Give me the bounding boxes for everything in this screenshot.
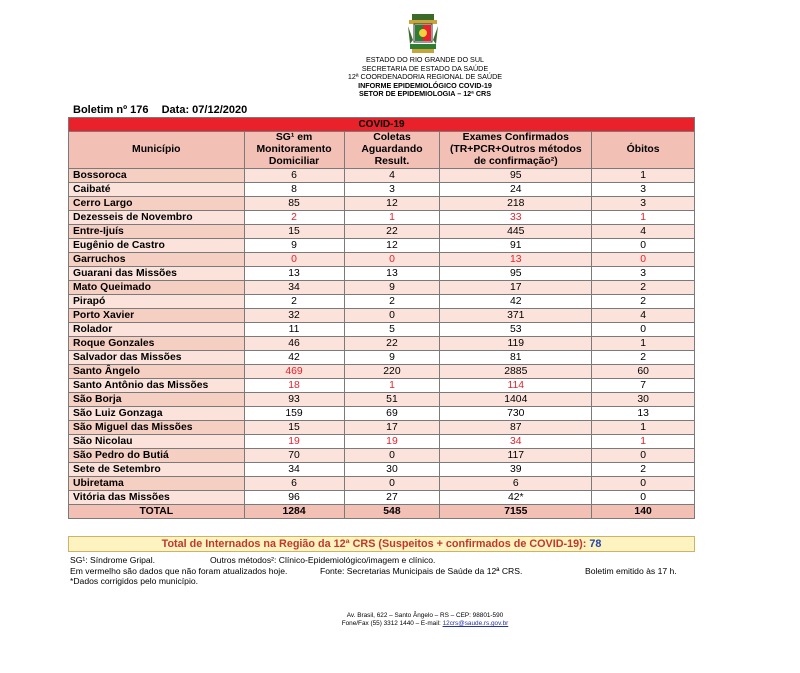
note-sg: SG¹: Síndrome Gripal.	[70, 555, 156, 565]
header-secretariat: SECRETARIA DE ESTADO DA SAÚDE	[361, 63, 489, 73]
cell-municipio: São Nicolau	[69, 435, 245, 449]
header-state: ESTADO DO RIO GRANDE DO SUL	[365, 55, 485, 64]
cell-exames: 6	[440, 477, 592, 491]
cell-exames: 53	[440, 323, 592, 337]
cell-obitos: 0	[592, 491, 695, 505]
cell-obitos: 0	[592, 239, 695, 253]
cell-municipio: Eugênio de Castro	[69, 239, 245, 253]
cell-exames: 33	[440, 211, 592, 225]
page-footer	[250, 612, 600, 628]
cell-sg: 11	[244, 323, 344, 337]
cell-municipio: Pirapó	[69, 295, 245, 309]
total-row	[69, 505, 695, 519]
cell-obitos: 4	[592, 309, 695, 323]
cell-exames: 218	[440, 197, 592, 211]
cell-sg: 46	[244, 337, 344, 351]
cell-coletas: 12	[344, 197, 440, 211]
note-outros: Outros métodos²: Clínico-Epidemiológico/imagem e clínico.	[210, 555, 436, 565]
cell-sg: 18	[244, 379, 344, 393]
cell-exames: 42*	[440, 491, 592, 505]
cell-sg: 6	[244, 169, 344, 183]
header-exames: Exames Confirmados (TR+PCR+Outros métodos de confirmação²)	[440, 132, 592, 169]
table-row	[69, 449, 695, 463]
cell-exames: 95	[440, 267, 592, 281]
internados-text: Total de Internados na Região da 12ª CRS (Suspeitos + confirmados de COVID-19):	[161, 538, 590, 550]
cell-municipio: São Luiz Gonzaga	[69, 407, 245, 421]
cell-municipio: São Borja	[69, 393, 245, 407]
table-row	[69, 337, 695, 351]
cell-municipio: Porto Xavier	[69, 309, 245, 323]
table-row	[69, 253, 695, 267]
table-row	[69, 463, 695, 477]
cell-exames: 119	[440, 337, 592, 351]
cell-obitos: 13	[592, 407, 695, 421]
cell-sg: 34	[244, 463, 344, 477]
total-coletas: 548	[344, 505, 440, 519]
table-row	[69, 267, 695, 281]
cell-sg: 85	[244, 197, 344, 211]
table-row	[69, 197, 695, 211]
cell-exames: 13	[440, 253, 592, 267]
table-row	[69, 379, 695, 393]
cell-municipio: Salvador das Missões	[69, 351, 245, 365]
cell-exames: 445	[440, 225, 592, 239]
cell-sg: 13	[244, 267, 344, 281]
cell-exames: 17	[440, 281, 592, 295]
cell-sg: 93	[244, 393, 344, 407]
cell-obitos: 0	[592, 449, 695, 463]
table-row	[69, 169, 695, 183]
cell-obitos: 2	[592, 463, 695, 477]
total-obitos: 140	[592, 505, 695, 519]
cell-municipio: Dezesseis de Novembro	[69, 211, 245, 225]
cell-municipio: Garruchos	[69, 253, 245, 267]
cell-municipio: Cerro Largo	[69, 197, 245, 211]
header-report: INFORME EPIDEMIOLÓGICO COVID-19	[358, 80, 492, 90]
cell-coletas: 2	[344, 295, 440, 309]
cell-municipio: Ubiretama	[69, 477, 245, 491]
header-obitos: Óbitos	[592, 132, 695, 169]
cell-sg: 96	[244, 491, 344, 505]
cell-coletas: 69	[344, 407, 440, 421]
bulletin-number: Boletim nº 176	[73, 104, 149, 116]
cell-obitos: 3	[592, 267, 695, 281]
internados-banner	[68, 536, 695, 552]
cell-exames: 34	[440, 435, 592, 449]
cell-obitos: 30	[592, 393, 695, 407]
table-row	[69, 183, 695, 197]
cell-municipio: Vitória das Missões	[69, 491, 245, 505]
total-exames: 7155	[440, 505, 592, 519]
table-title: COVID-19	[69, 118, 695, 132]
note-corrigidos: *Dados corrigidos pelo município.	[70, 576, 199, 587]
cell-municipio: Mato Queimado	[69, 281, 245, 295]
cell-municipio: Roque Gonzales	[69, 337, 245, 351]
cell-coletas: 51	[344, 393, 440, 407]
cell-coletas: 9	[344, 281, 440, 295]
header-sector: SETOR DE EPIDEMIOLOGIA – 12ª CRS	[358, 89, 492, 99]
table-row	[69, 407, 695, 421]
cell-sg: 469	[244, 365, 344, 379]
total-label: TOTAL	[69, 505, 245, 519]
table-row	[69, 309, 695, 323]
footer-email-link[interactable]: 12crs@saude.rs.gov.br	[442, 620, 509, 627]
table-row	[69, 323, 695, 337]
cell-sg: 0	[244, 253, 344, 267]
cell-municipio: Santo Ângelo	[69, 365, 245, 379]
footnotes	[70, 555, 710, 587]
table-row	[69, 393, 695, 407]
cell-exames: 117	[440, 449, 592, 463]
cell-coletas: 0	[344, 253, 440, 267]
cell-obitos: 2	[592, 281, 695, 295]
cell-exames: 114	[440, 379, 592, 393]
cell-sg: 15	[244, 225, 344, 239]
cell-obitos: 0	[592, 253, 695, 267]
cell-coletas: 22	[344, 337, 440, 351]
cell-obitos: 7	[592, 379, 695, 393]
cell-exames: 2885	[440, 365, 592, 379]
cell-coletas: 0	[344, 309, 440, 323]
cell-sg: 159	[244, 407, 344, 421]
cell-coletas: 5	[344, 323, 440, 337]
cell-obitos: 1	[592, 337, 695, 351]
cell-obitos: 2	[592, 295, 695, 309]
cell-exames: 42	[440, 295, 592, 309]
table-row	[69, 435, 695, 449]
cell-exames: 87	[440, 421, 592, 435]
cell-sg: 15	[244, 421, 344, 435]
cell-exames: 95	[440, 169, 592, 183]
total-sg: 1284	[244, 505, 344, 519]
cell-municipio: Santo Antônio das Missões	[69, 379, 245, 393]
cell-coletas: 1	[344, 379, 440, 393]
cell-coletas: 1	[344, 211, 440, 225]
cell-exames: 730	[440, 407, 592, 421]
cell-exames: 371	[440, 309, 592, 323]
cell-sg: 2	[244, 211, 344, 225]
cell-coletas: 27	[344, 491, 440, 505]
cell-obitos: 4	[592, 225, 695, 239]
cell-sg: 8	[244, 183, 344, 197]
cell-municipio: Caibaté	[69, 183, 245, 197]
cell-sg: 9	[244, 239, 344, 253]
footer-phone: Fone/Fax (55) 3312 1440 – E-mail:	[341, 620, 443, 627]
cell-municipio: São Pedro do Butiá	[69, 449, 245, 463]
cell-coletas: 30	[344, 463, 440, 477]
table-row	[69, 421, 695, 435]
cell-coletas: 0	[344, 449, 440, 463]
table-row	[69, 281, 695, 295]
cell-coletas: 0	[344, 477, 440, 491]
cell-obitos: 3	[592, 183, 695, 197]
cell-coletas: 4	[344, 169, 440, 183]
cell-sg: 42	[244, 351, 344, 365]
cell-sg: 6	[244, 477, 344, 491]
cell-coletas: 13	[344, 267, 440, 281]
cell-obitos: 1	[592, 435, 695, 449]
cell-sg: 32	[244, 309, 344, 323]
cell-sg: 70	[244, 449, 344, 463]
cell-exames: 39	[440, 463, 592, 477]
cell-obitos: 3	[592, 197, 695, 211]
note-emitido: Boletim emitido às 17 h.	[585, 565, 677, 576]
cell-exames: 1404	[440, 393, 592, 407]
cell-municipio: Entre-Ijuís	[69, 225, 245, 239]
cell-municipio: Sete de Setembro	[69, 463, 245, 477]
table-row	[69, 351, 695, 365]
table-row	[69, 211, 695, 225]
table-row	[69, 477, 695, 491]
bulletin-date: Data: 07/12/2020	[161, 104, 248, 116]
cell-sg: 34	[244, 281, 344, 295]
cell-sg: 19	[244, 435, 344, 449]
footer-address: Av. Brasil, 622 – Santo Ângelo – RS – CEP: 98801-590	[346, 612, 504, 619]
table-row	[69, 491, 695, 505]
cell-exames: 24	[440, 183, 592, 197]
cell-obitos: 60	[592, 365, 695, 379]
rs-coat-of-arms-icon	[406, 14, 440, 56]
cell-coletas: 17	[344, 421, 440, 435]
cell-municipio: Bossoroca	[69, 169, 245, 183]
document-header	[250, 56, 600, 99]
table-row	[69, 365, 695, 379]
cell-coletas: 9	[344, 351, 440, 365]
cell-obitos: 1	[592, 211, 695, 225]
cell-coletas: 3	[344, 183, 440, 197]
note-fontes: Fonte: Secretarias Municipais de Saúde da 12ª CRS.	[320, 565, 523, 576]
note-red: Em vermelho são dados que não foram atualizados hoje.	[70, 565, 288, 576]
header-coletas: Coletas Aguardando Result.	[344, 132, 440, 169]
cell-exames: 81	[440, 351, 592, 365]
cell-coletas: 22	[344, 225, 440, 239]
table-row	[69, 295, 695, 309]
cell-coletas: 19	[344, 435, 440, 449]
cell-obitos: 2	[592, 351, 695, 365]
table-row	[69, 239, 695, 253]
cell-obitos: 1	[592, 169, 695, 183]
cell-exames: 91	[440, 239, 592, 253]
cell-obitos: 1	[592, 421, 695, 435]
cell-coletas: 12	[344, 239, 440, 253]
cell-obitos: 0	[592, 323, 695, 337]
cell-municipio: Guarani das Missões	[69, 267, 245, 281]
covid-table	[68, 117, 695, 519]
header-sg: SG¹ em Monitoramento Domiciliar	[244, 132, 344, 169]
table-row	[69, 225, 695, 239]
header-coordination: 12ª COORDENADORIA REGIONAL DE SAÚDE	[347, 72, 503, 82]
cell-coletas: 220	[344, 365, 440, 379]
cell-obitos: 0	[592, 477, 695, 491]
cell-sg: 2	[244, 295, 344, 309]
cell-municipio: São Miguel das Missões	[69, 421, 245, 435]
bulletin-info	[73, 104, 257, 116]
header-municipio: Município	[69, 132, 245, 169]
internados-value: 78	[589, 538, 602, 550]
cell-municipio: Rolador	[69, 323, 245, 337]
